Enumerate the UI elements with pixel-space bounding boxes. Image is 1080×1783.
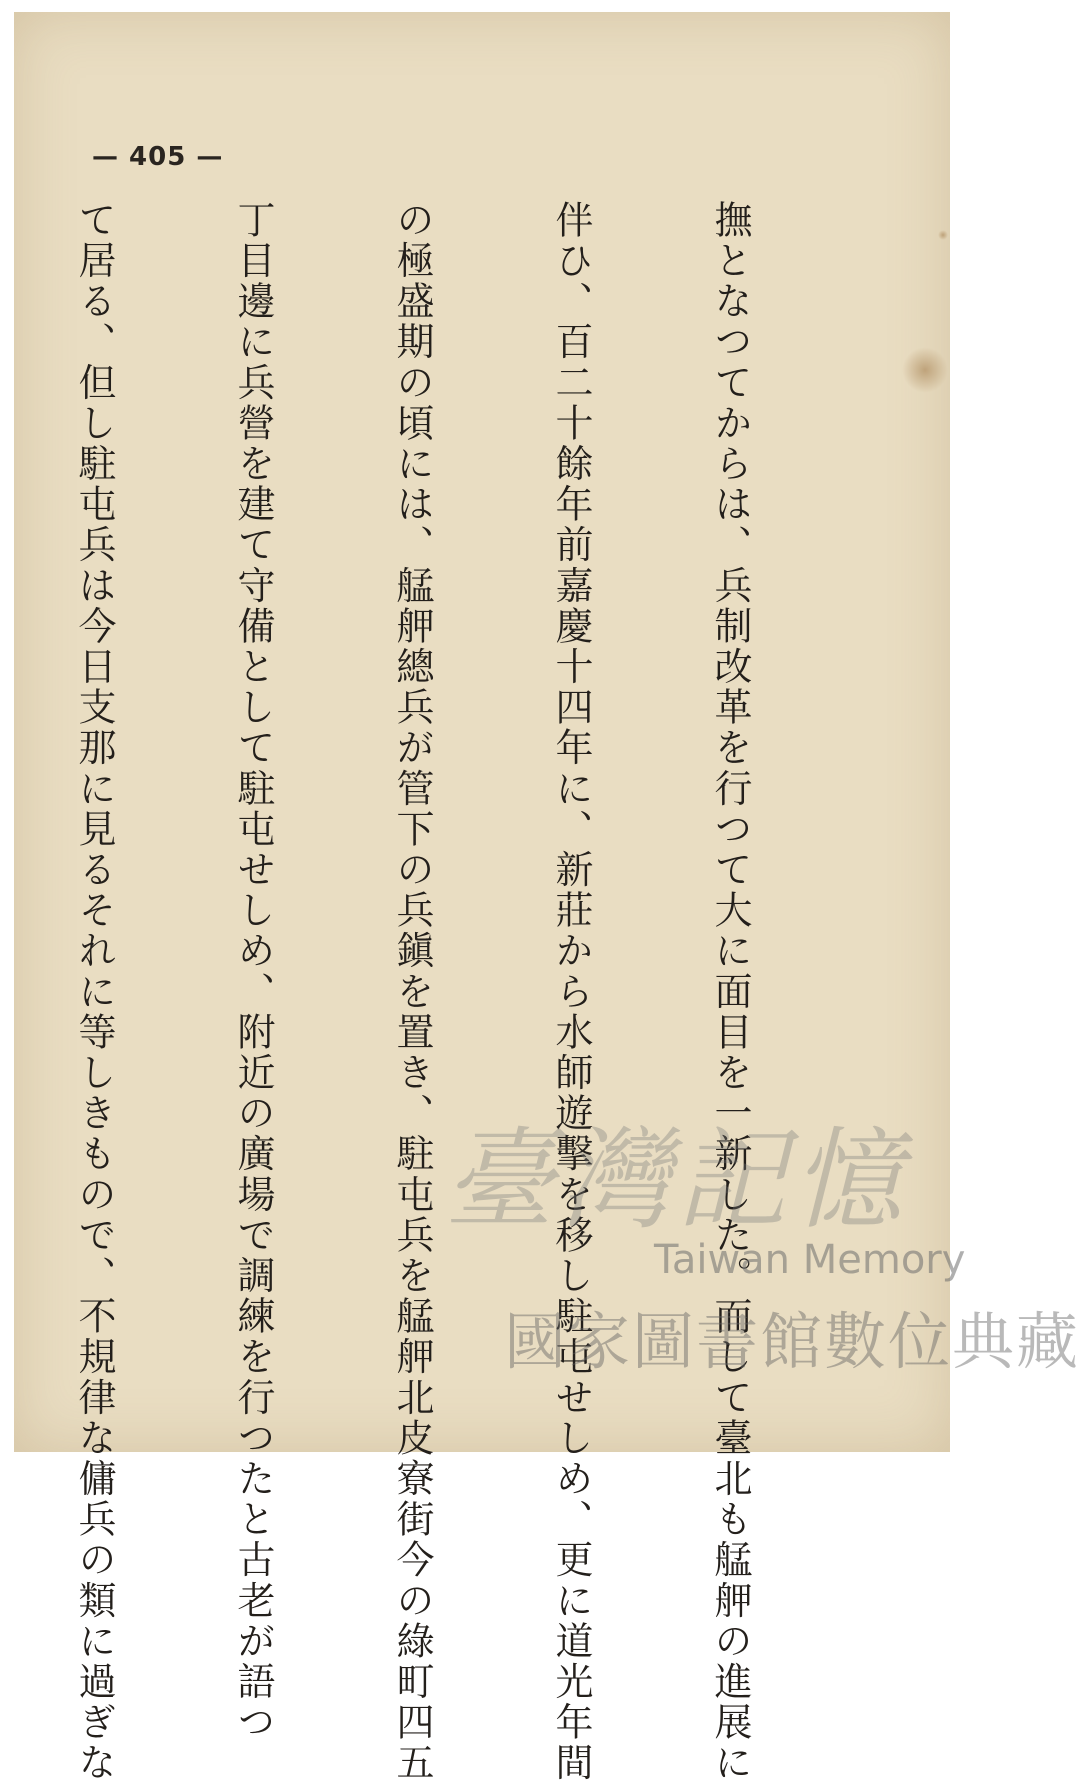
vertical-body-text [72, 200, 862, 1783]
page-number: — 405 — [92, 142, 224, 172]
text-column: 撫となつてからは、兵制改革を行つて大に面目を一新した。而して臺北も艋舺の進展に [708, 200, 752, 1783]
watermark-english: Taiwan Memory [654, 1237, 966, 1283]
watermark-institution: 國家圖書館數位典藏 [504, 1305, 1080, 1378]
ink-stain [902, 347, 948, 393]
text-column: 丁目邊に兵營を建て守備として駐屯せしめ、附近の廣場で調練を行つたと古老が語つ [231, 200, 275, 1743]
watermark-chinese: 臺灣記憶 [444, 1116, 908, 1244]
text-column: て居る、但し駐屯兵は今日支那に見るそれに等しきもので、不規律な傭兵の類に過ぎな [72, 200, 116, 1783]
scanned-book-page [14, 12, 1080, 1783]
text-column: の極盛期の頃には、艋舺總兵が管下の兵鎭を置き、駐屯兵を艋舺北皮寮街今の綠町四五 [390, 200, 434, 1783]
ink-speck [938, 230, 948, 240]
text-column: 伴ひ、百二十餘年前嘉慶十四年に、新莊から水師遊擊を移し駐屯せしめ、更に道光年間 [549, 200, 593, 1783]
